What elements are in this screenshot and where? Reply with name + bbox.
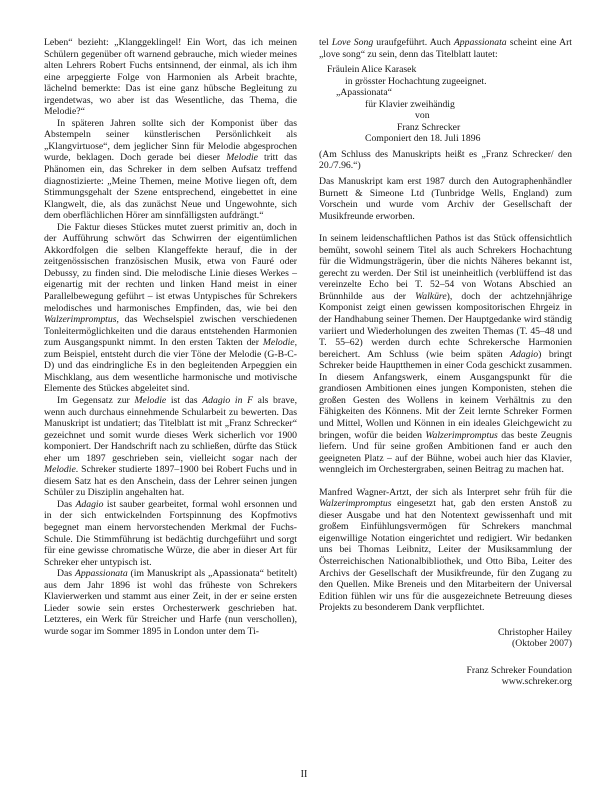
foundation-url: www.schreker.org	[501, 676, 572, 688]
signature-block	[319, 627, 572, 650]
dedication-line: von	[415, 110, 430, 122]
dedication-line: „Apassionata“	[336, 87, 392, 99]
dedication-line: Franz Schrecker	[397, 121, 461, 133]
dedication-line: Componiert den 18. Juli 1896	[365, 133, 481, 145]
paragraph: Im Gegensatz zur Melodie ist das Adagio in F als brave, wenn auch durchaus einnehmende Schularbeit zu bewerten. Das Manuskript ist undatiert; das Titelblatt ist mit „Franz Schrecker“ gezeichnet und somit wurde dieses Werk sicherlich vor 1900 komponiert. Der Handschrift nach zu schließen, dürfte das Stück eher um 1897 geschrieben sein, vielleicht sogar nach der Melodie. Schreker studierte 1897–1900 bei Robert Fuchs und in diesem Satz hat es den Anschein, dass der Lehrer seinen jungen Schüler zu Disziplin angehalten hat.	[44, 394, 297, 499]
paragraph: Das Adagio ist sauber gearbeitet, formal wohl ersonnen und in der sich entwickelnden Fortspinnung des Kopfmotivs begegnet man einem hervorstechenden Merkmal der Fuchs-Schule. Die Stimmführung ist bedächtig durchgeführt und sorgt für eine gewisse chromatische Würze, die aber in dieser Art für Schreker eher untypisch ist.	[44, 498, 297, 568]
two-column-layout	[44, 37, 572, 688]
paragraph: Das Manuskript kam erst 1987 durch den Autographenhändler Burnett & Simeone Ltd (Tunbridge Wells, England) zum Vorschein und wurde vom Archiv der Gesellschaft der Musikfreunde erworben.	[319, 176, 572, 222]
signature-date: (Oktober 2007)	[512, 638, 572, 650]
paragraph: Das Appassionata (im Manuskript als „Apassionata“ betitelt) aus dem Jahr 1896 ist wohl das früheste von Schrekers Klavierwerken und stammt aus einer Zeit, in der er seine ersten Lieder sowie sein erstes Orchesterwerk geschrieben hat. Letzteres, ein Werk für Streicher und Harfe (nun verschollen), wurde sogar im Sommer 1895 in London unter dem Ti-	[44, 568, 297, 637]
paragraph: tel Love Song uraufgeführt. Auch Appassionata scheint eine Art „love song“ zu sein, denn das Titelblatt lautet:	[319, 37, 572, 60]
paragraph: Die Faktur dieses Stückes mutet zuerst primitiv an, doch in der Aufführung schwört das Schwirren der eigentümlichen Akkordfolgen die selben Klangeffekte herauf, die in der zeitgenössischen französischen Musik, etwa von Fauré oder Debussy, zu finden sind. Die melodische Linie dieses Werkes – eigenartig mit der rechten und linken Hand meist in einer Parallelbewegung geführt – ist etwas Untypisches für Schrekers melodisches und harmonisches Empfinden, das, wie bei den Walzerimpromptus, das Wechselspiel zwischen verschiedenen Tonleitermöglichkeiten und die daraus entstehenden Harmonien zum Ausgangspunkt nimmt. In den ersten Takten der Melodie, zum Beispiel, entsteht durch die vier Töne der Melodie (G-B-C-D) und das eindringliche Es in den begleitenden Arpeggien ein Mischklang, aus dem wesentliche harmonische und motivische Elemente des Stückes abgeleitet sind.	[44, 221, 297, 395]
left-column	[44, 37, 297, 688]
paragraph: Manfred Wagner-Artzt, der sich als Interpret sehr früh für die Walzerimpromptus eingesetzt hat, gab den ersten Anstoß zu dieser Ausgabe und hat den Notentext gewissenhaft und mit großem Einfühlungsvermögen für Schrekers manchmal eigenwillige Notation eingerichtet und redigiert. Wir bedanken uns bei Thomas Leibnitz, Leiter der Musiksammlung der Österreichischen Nationalbibliothek, und Otto Biba, Leiter des Archivs der Gesellschaft der Musikfreunde, für den Zugang zu den Quellen. Mike Breneis und den Mitarbeitern der Universal Edition fühlen wir uns für die ausgezeichnete Betreuung dieses Projekts zu besonderem Dank verpflichtet.	[319, 486, 572, 614]
paragraph: In späteren Jahren sollte sich der Komponist über das Abstempeln seiner künstlerischen Persönlichkeit als „Klangvirtuose“, dem jeglicher Sinn für Melodie abgesprochen wurde, beklagen. Doch gerade bei dieser Melodie tritt das Phänomen ein, das Schreker in dem selben Aufsatz treffend diagnostizierte: „Meine Themen, meine Motive liegen oft, dem Stimmungsgehalt der Szene entsprechend, eingebettet in eine Klangwelt, die, als das zunächst Neue und Ungewohnte, sich dem oberflächlichen Hörer am sinnfälligsten aufdrängt.“	[44, 117, 297, 222]
paragraph: Leben“ bezieht: „Klanggeklingel! Ein Wort, das ich meinen Schülern gegenüber oft warnend gebrauche, mich wieder meines alten Lehrers Robert Fuchs entsinnend, der einmal, als ich ihm eine arpeggierte Folge von Harmonien als Arbeit brachte, lächelnd bemerkte: Das ist eine ganz hübsche Begleitung zu irgendetwas, wo aber ist das Wesentliche, das Thema, die Melodie?“	[44, 37, 297, 118]
manuscript-note: (Am Schluss des Manuskripts heißt es „Franz Schrecker/ den 20./7.96.“)	[319, 148, 572, 172]
page-number: II	[300, 769, 308, 780]
dedication-line: Fräulein Alice Karasek	[327, 64, 417, 76]
foundation-block	[319, 665, 572, 688]
paragraph: In seinem leidenschaftlichen Pathos ist das Stück offensichtlich bemüht, sowohl seinem Titel als auch Schrekers Hochachtung für die Widmungsträgerin, über die nichts Näheres bekannt ist, gerecht zu werden. Der Stil ist uneinheitlich (verblüffend ist das vereinzelte Echo bei T. 52–54 von Wotans Abschied an Brünnhilde aus der Walküre), doch der achtzehnjährige Komponist zeigt einen gewissen kompositorischen Ehrgeiz in der Handhabung seiner Themen. Der Hauptgedanke wird ständig variiert und Wiederholungen des zweiten Themas (T. 45–48 und T. 55–62) werden durch echte Schrekersche Harmonien bereichert. Am Schluss (wie beim späten Adagio) bringt Schreker beide Hauptthemen in einer Coda geschickt zusammen. In diesem Anfangswerk, einem Ausgangspunkt für die grandiosen Ambitionen eines jungen Komponisten, stehen die großen Gesten des Wollens in keinem Verhältnis zu den Fähigkeiten des Könnens. Mit der Zeit lernte Schreker Formen und Mittel, Wollen und Können in ein ideales Gleichgewicht zu bringen, wofür die beiden Walzerimpromptus das beste Zeugnis liefern. Und für seine großen Ambitionen fand er auch den geeigneten Platz – auf der Bühne, wobei auch hier das Klavier, wenngleich im Orchestergraben, seinen Beitrag zu machen hat.	[319, 233, 573, 476]
right-column	[319, 37, 572, 688]
author-name: Christopher Hailey	[498, 626, 572, 638]
dedication-line: für Klavier zweihändig	[365, 98, 455, 110]
foundation-name: Franz Schreker Foundation	[466, 664, 572, 676]
dedication-line: in grösster Hochachtung zugeeignet.	[345, 75, 487, 87]
dedication-block	[319, 64, 572, 145]
